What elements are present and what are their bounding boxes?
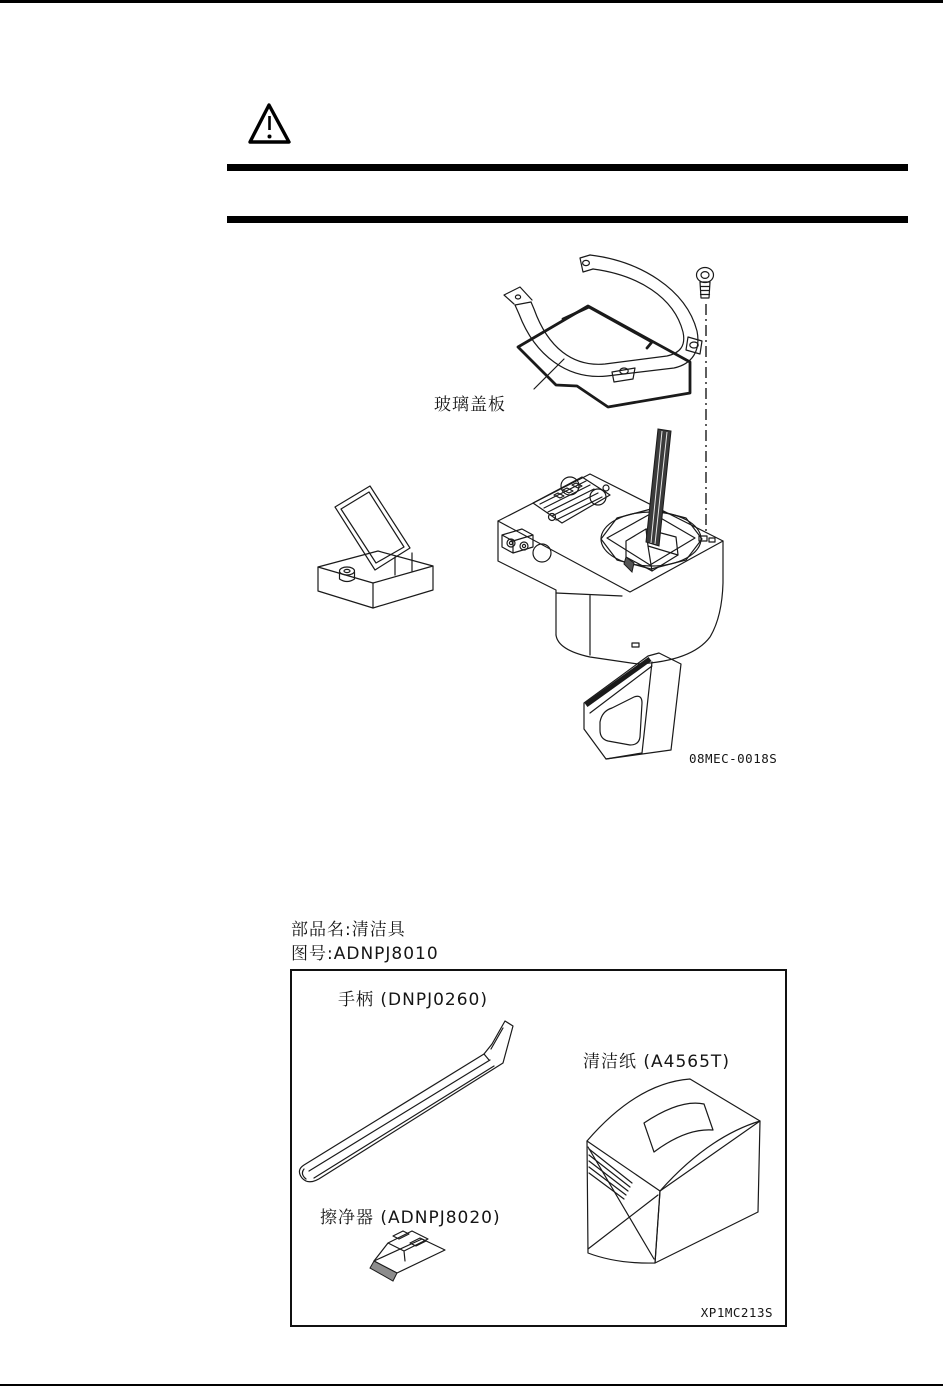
cleaning-handle-inserted-drawing: [646, 429, 671, 546]
tool-kit-figure-box: [290, 969, 787, 1327]
section-rule-top: [227, 164, 908, 171]
terminal-blocks-drawing: [502, 529, 533, 553]
figure-cover-removal-drawing: [290, 245, 790, 785]
wiper-drawing: [370, 1231, 445, 1281]
screw-axis-line: [699, 304, 707, 541]
package-sticker-drawing: [644, 1103, 713, 1152]
scanner-unit-drawing: [498, 429, 723, 664]
screw-drawing: [697, 268, 714, 299]
cleaning-paper-package-drawing: [587, 1079, 760, 1263]
page-top-edge-line: [0, 0, 943, 3]
glass-cover-label: 玻璃盖板: [434, 395, 506, 415]
figure2-code: XP1MC213S: [700, 1305, 773, 1320]
cleaning-paper-label: 清洁纸 (A4565T): [583, 1052, 730, 1072]
part-name-line: 部品名:清洁具: [291, 920, 406, 940]
part-number-line: 图号:ADNPJ8010: [291, 944, 439, 964]
section-rule-bottom: [227, 216, 908, 223]
handle-drawing: [299, 1021, 513, 1182]
wiper-label: 擦净器 (ADNPJ8020): [320, 1208, 501, 1228]
package-fold-lines: [588, 1147, 658, 1259]
wedge-block-drawing: [584, 653, 681, 759]
tool-kit-drawing: [292, 971, 785, 1325]
figure1-code: 08MEC-0018S: [689, 751, 778, 766]
part-info: [291, 918, 439, 966]
mirror-block-drawing: [318, 486, 433, 608]
page-bottom-edge-line: [0, 1384, 943, 1386]
handle-label: 手柄 (DNPJ0260): [338, 990, 489, 1010]
warning-triangle-icon: [248, 101, 292, 147]
